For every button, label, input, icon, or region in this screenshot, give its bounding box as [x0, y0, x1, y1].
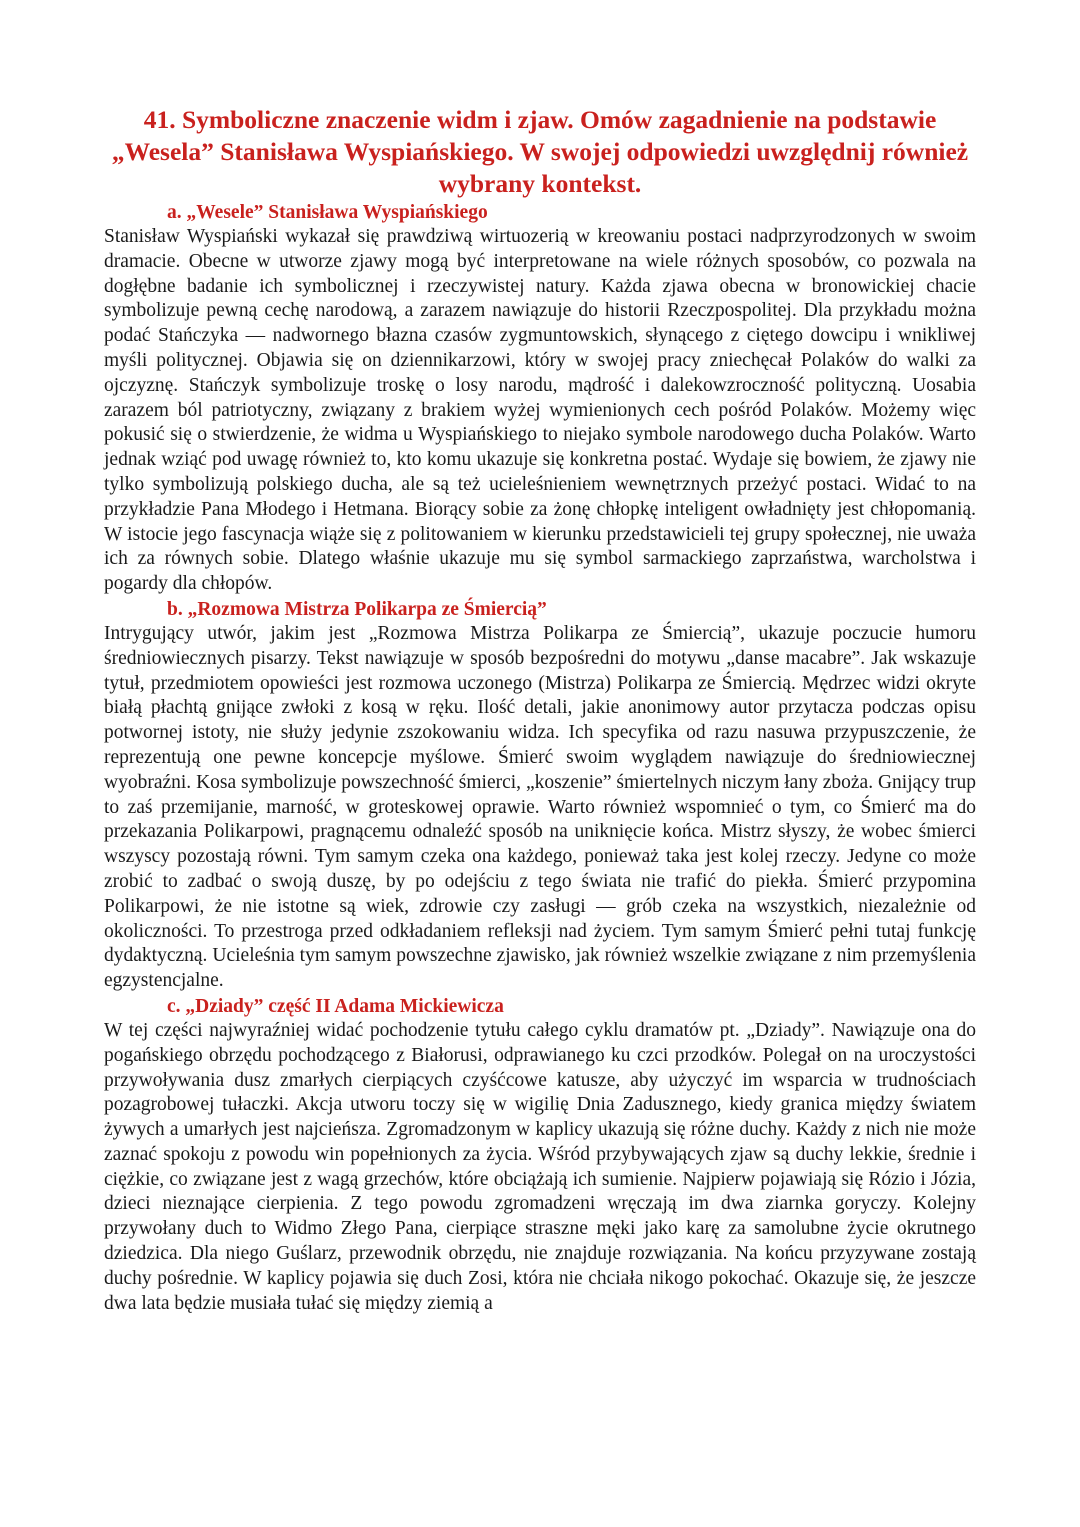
section-a — [104, 200, 976, 597]
document-title: 41. Symboliczne znaczenie widm i zjaw. Omów zagadnienie na podstawie „Wesela” Stanisława Wyspiańskiego. W swojej odpowiedzi uwzględnij również wybrany kontekst. — [111, 105, 969, 198]
document-page — [104, 104, 976, 1316]
section-body-c: W tej części najwyraźniej widać pochodzenie tytułu całego cyklu dramatów pt. „Dziady”. Nawiązuje ona do pogańskiego obrzędu pochodzącego z Białorusi, odprawianego ku czci przodków. Polegał on na uroczystości przywoływania dusz zmarłych cierpiących czyśćcowe katusze, aby użyczyć im wsparcia w trudnościach pozagrobowej tułaczki. Akcja utworu toczy się w wigilię Dnia Zadusznego, kiedy granica między światem żywych a umarłych jest najcieńsza. Zgromadzonym w kaplicy ukazują się różne duchy. Każdy z nich nie może zaznać spokoju z powodu win popełnionych za życia. Wśród przybywających zjaw są duchy lekkie, średnie i ciężkie, co związane jest z wagą grzechów, które obciążają ich sumienie. Najpierw pojawiają się Rózio i Józia, dzieci nieznające cierpienia. Z tego powodu zgromadzeni wręczają im dwa ziarnka goryczy. Kolejny przywołany duch to Widmo Złego Pana, cierpiące straszne męki jako karę za samolubne życie okrutnego dziedzica. Dla niego Guślarz, przewodnik obrzędu, nie znajduje rozwiązania. Na końcu przyzywane zostają duchy pośrednie. W kaplicy pojawia się duch Zosi, która nie chciała nikogo pokochać. Okazuje się, że jeszcze dwa lata będzie musiała tułać się między ziemią a — [104, 1019, 976, 1314]
section-c — [104, 994, 976, 1317]
section-heading-a: a. „Wesele” Stanisława Wyspiańskiego — [167, 202, 488, 223]
section-body-b: Intrygujący utwór, jakim jest „Rozmowa Mistrza Polikarpa ze Śmiercią”, ukazuje poczucie humoru średniowiecznych pisarzy. Tekst nawiązuje w sposób bezpośredni do motywu „danse macabre”. Jak wskazuje tytuł, przedmiotem opowieści jest rozmowa uczonego (Mistrza) Polikarpa ze Śmiercią. Mędrzec widzi okryte białą płachtą gnijące zwłoki z kosą w ręku. Ilość detali, jakie anonimowy autor przytacza podczas opisu potwornej istoty, nie służy jedynie zszokowaniu widza. Ich specyfika od razu nasuwa przypuszczenie, że reprezentują one pewne koncepcje myślowe. Śmierć swoim wyglądem nawiązuje do średniowiecznej wyobraźni. Kosa symbolizuje powszechność śmierci, „koszenie” śmiertelnych niczym łany zboża. Gnijący trup to zaś przemijanie, marność, w groteskowej oprawie. Warto również wspomnieć o tym, co Śmierć ma do przekazania Polikarpowi, pragnącemu odnaleźć sposób na uniknięcie końca. Mistrz słyszy, że wobec śmierci wszyscy pozostają równi. Tym samym czeka ona każdego, ponieważ taka jest kolej rzeczy. Jedyne co może zrobić to zadbać o swoją duszę, by po odejściu z tego świata nie trafić do piekła. Śmierć przypomina Polikarpowi, że nie istotne są wiek, zdrowie czy zasługi — grób czeka na wszystkich, niezależnie od okoliczności. To przestroga przed odkładaniem refleksji nad życiem. Tym samym Śmierć pełni tutaj funkcję dydaktyczną. Ucieleśnia tym samym powszechne zjawisko, jak również wszelkie związane z nim przemyślenia egzystencjalne. — [104, 622, 976, 992]
section-body-a: Stanisław Wyspiański wykazał się prawdziwą wirtuozerią w kreowaniu postaci nadprzyrodzonych w swoim dramacie. Obecne w utworze zjawy mogą być interpretowane na wiele różnych sposobów, co pozwala na dogłębne badanie ich symbolicznej i rzeczywistej natury. Każda zjawa obecna w bronowickiej chacie symbolizuje pewną cechę narodową, a zarazem nawiązuje do historii Rzeczpospolitej. Dla przykładu można podać Stańczyka — nadwornego błazna czasów zygmuntowskich, słynącego z ciętego dowcipu i wnikliwej myśli politycznej. Objawia się on dziennikarzowi, który w swojej pracy zniechęcał Polaków do walki za ojczyznę. Stańczyk symbolizuje troskę o losy narodu, mądrość i dalekowzroczność polityczną. Uosabia zarazem ból patriotyczny, związany z brakiem wyżej wymienionych cech pośród Polaków. Możemy więc pokusić się o stwierdzenie, że widma u Wyspiańskiego to niejako symbole narodowego ducha Polaków. Warto jednak wziąć pod uwagę również to, kto komu ukazuje się konkretna postać. Wydaje się bowiem, że zjawy nie tylko symbolizują polskiego ducha, ale są też ucieleśnieniem wewnętrznych przeżyć postaci. Widać to na przykładzie Pana Młodego i Hetmana. Biorący sobie za żonę chłopkę inteligent owładnięty jest chłopomanią. W istocie jego fascynacja wiąże się z politowaniem w kierunku przedstawicieli tej grupy społecznej, nie uważa ich za równych sobie. Dlatego właśnie ukazuje mu się symbol sarmackiego zaprzaństwa, warcholstwa i pogardy dla chłopów. — [104, 226, 976, 595]
section-heading-c: c. „Dziady” część II Adama Mickiewicza — [167, 995, 504, 1017]
section-heading-b: b. „Rozmowa Mistrza Polikarpa ze Śmiercią” — [167, 598, 547, 620]
section-b — [104, 597, 976, 994]
